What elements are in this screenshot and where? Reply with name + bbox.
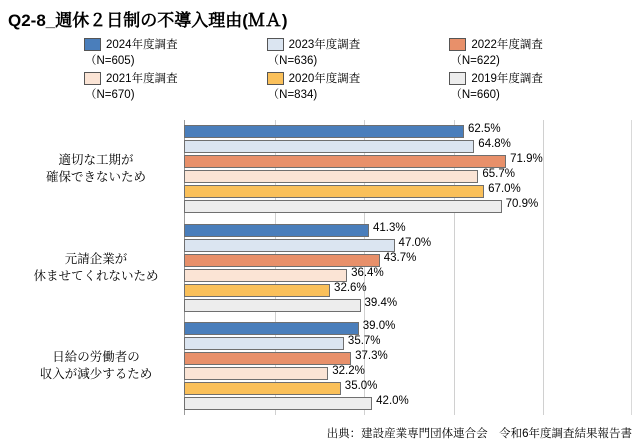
legend-n-2019: （N=660) xyxy=(450,89,500,101)
category-label xyxy=(8,349,184,383)
category-label xyxy=(8,152,184,186)
bar-row xyxy=(184,334,632,350)
bar-value-label: 39.0% xyxy=(362,319,396,332)
legend-swatch-2024 xyxy=(84,38,101,51)
legend-label-2022: 2022年度調査 xyxy=(471,39,543,51)
legend-n-2024: （N=605) xyxy=(85,55,135,67)
legend-n-2022: （N=622) xyxy=(450,55,500,67)
bar-value-label: 32.6% xyxy=(334,281,367,294)
legend-item xyxy=(84,70,267,102)
category-axis-labels xyxy=(8,120,184,415)
legend-label-2021: 2021年度調査 xyxy=(106,73,178,85)
bar-2024年度調査[interactable] xyxy=(184,125,464,138)
legend-swatch-2021 xyxy=(84,72,101,85)
bar-value-label: 36.4% xyxy=(351,266,384,279)
bar-value-label: 47.0% xyxy=(398,236,432,249)
legend-item xyxy=(449,36,632,68)
bar-2019年度調査[interactable] xyxy=(184,299,361,312)
bar-value-label: 70.9% xyxy=(505,198,539,211)
category-label-line: 確保できないため xyxy=(45,170,146,185)
source-note: 出典：建設産業専門団体連合会 令和6年度調査結果報告書 xyxy=(326,428,632,440)
legend-label-2024: 2024年度調査 xyxy=(106,39,178,51)
legend-swatch-2022 xyxy=(449,38,466,51)
legend-n-2020: （N=834) xyxy=(267,89,318,101)
bar-row xyxy=(184,296,632,312)
legend-label-2023: 2023年度調査 xyxy=(288,39,361,51)
bar-2021年度調査[interactable] xyxy=(184,170,478,183)
bar-2023年度調査[interactable] xyxy=(184,337,344,350)
bar-row xyxy=(184,364,632,380)
category-label-line: 日給の労働者の xyxy=(52,349,140,364)
legend-swatch-2023 xyxy=(267,38,284,51)
bar-2023年度調査[interactable] xyxy=(184,239,395,252)
bar-row xyxy=(184,349,632,365)
bar-value-label: 71.9% xyxy=(510,153,543,166)
bar-row xyxy=(184,266,632,282)
chart-legend xyxy=(84,36,632,102)
page-title: Q2-8_週休２日制の不導入理由(ＭＡ) xyxy=(8,11,288,30)
bar-group xyxy=(184,319,632,412)
bar-2023年度調査[interactable] xyxy=(184,140,474,153)
category-label-line: 収入が減少するため xyxy=(39,366,153,381)
bar-2022年度調査[interactable] xyxy=(184,254,380,267)
bar-2021年度調査[interactable] xyxy=(184,367,328,380)
bar-row xyxy=(184,394,632,410)
bar-group xyxy=(184,221,632,314)
legend-n-2021: （N=670) xyxy=(85,89,135,101)
legend-item xyxy=(267,36,450,68)
legend-label-2020: 2020年度調査 xyxy=(288,73,361,85)
bar-2020年度調査[interactable] xyxy=(184,382,341,395)
bar-2019年度調査[interactable] xyxy=(184,200,502,213)
bar-value-label: 64.8% xyxy=(478,138,511,151)
bar-2021年度調査[interactable] xyxy=(184,269,347,282)
bar-value-label: 65.7% xyxy=(482,168,515,181)
bar-row xyxy=(184,221,632,237)
legend-swatch-2020 xyxy=(267,72,284,85)
legend-item xyxy=(449,70,632,102)
bar-row xyxy=(184,281,632,297)
bar-row xyxy=(184,236,632,252)
bar-2022年度調査[interactable] xyxy=(184,155,506,168)
bar-2024年度調査[interactable] xyxy=(184,224,369,237)
category-label-line: 休ませてくれないため xyxy=(33,268,159,283)
bar-value-label: 35.7% xyxy=(347,334,381,347)
category-label-line: 元請企業が xyxy=(64,251,128,266)
bar-value-label: 35.0% xyxy=(344,379,378,392)
bar-2022年度調査[interactable] xyxy=(184,352,351,365)
bar-2019年度調査[interactable] xyxy=(184,397,372,410)
bar-value-label: 62.5% xyxy=(468,123,501,136)
bar-2020年度調査[interactable] xyxy=(184,185,484,198)
category-label xyxy=(8,251,184,285)
bar-value-label: 32.2% xyxy=(332,364,365,377)
bar-value-label: 41.3% xyxy=(373,221,406,234)
bar-value-label: 67.0% xyxy=(488,183,521,196)
bar-row xyxy=(184,200,632,213)
bar-row xyxy=(184,251,632,267)
bar-group xyxy=(184,125,632,215)
bar-2020年度調査[interactable] xyxy=(184,284,330,297)
category-label-line: 適切な工期が xyxy=(58,153,134,168)
bar-row xyxy=(184,319,632,335)
bar-value-label: 39.4% xyxy=(364,296,398,309)
bar-row xyxy=(184,140,632,153)
bar-row xyxy=(184,125,632,138)
bar-row xyxy=(184,155,632,168)
bar-value-label: 37.3% xyxy=(355,349,388,362)
legend-n-2023: （N=636) xyxy=(267,55,318,67)
legend-label-2019: 2019年度調査 xyxy=(471,73,543,85)
bar-row xyxy=(184,185,632,198)
bar-row xyxy=(184,170,632,183)
legend-item xyxy=(267,70,450,102)
bar-row xyxy=(184,379,632,395)
bar-2024年度調査[interactable] xyxy=(184,322,359,335)
legend-item xyxy=(84,36,267,68)
chart-plot-area xyxy=(8,120,632,415)
chart-bars xyxy=(184,120,632,415)
legend-swatch-2019 xyxy=(449,72,466,85)
bar-value-label: 43.7% xyxy=(383,251,417,264)
bar-value-label: 42.0% xyxy=(376,394,409,407)
